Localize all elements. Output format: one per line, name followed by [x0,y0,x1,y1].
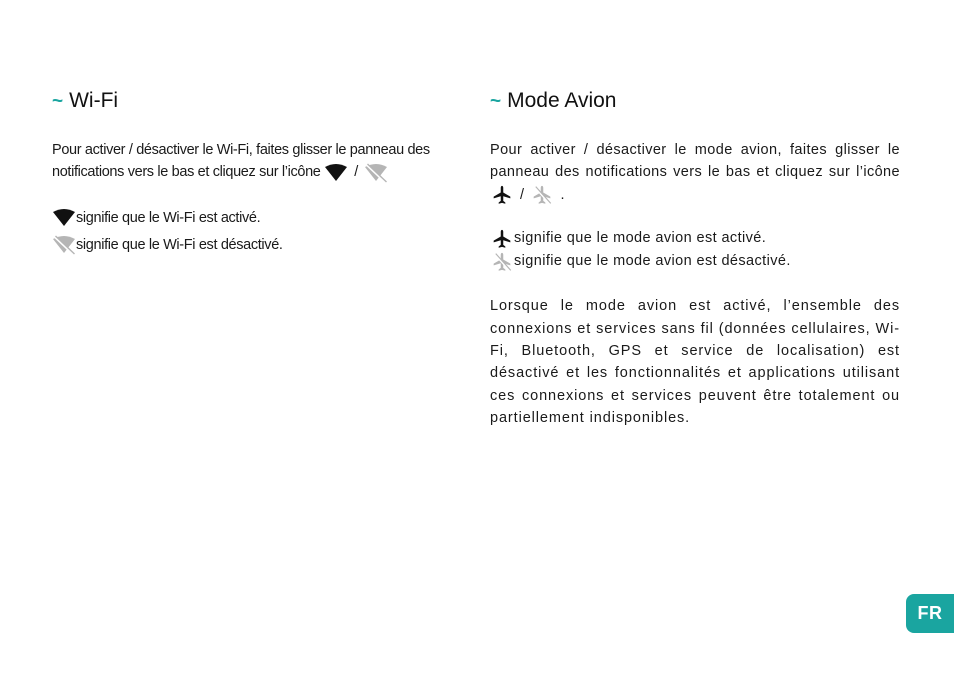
airplane-legend [490,227,900,273]
airplane-title: Mode Avion [507,89,617,112]
airplane-section [490,88,900,430]
heading-tilde: ~ [52,91,64,112]
airplane-on-icon [490,229,514,249]
wifi-title: Wi-Fi [69,89,119,112]
wifi-on-text: signifie que le Wi-Fi est activé. [76,209,261,226]
airplane-on-legend [490,227,900,250]
wifi-section [52,88,462,257]
heading-tilde: ~ [490,91,502,112]
wifi-off-icon [52,235,76,255]
airplane-off-text: signifie que le mode avion est désactivé. [514,253,791,270]
wifi-off-text: signifie que le Wi-Fi est désactivé. [76,236,283,253]
wifi-heading [52,88,462,115]
wifi-intro-text: Pour activer / désactiver le Wi-Fi, faites glisser le panneau des notifications vers le bas et cliquez sur l’icône [52,142,430,181]
airplane-off-legend [490,250,900,273]
language-tab: FR [906,594,954,633]
airplane-on-icon [490,185,514,205]
wifi-intro [52,139,462,184]
wifi-on-icon [324,163,348,183]
wifi-off-legend [52,234,462,257]
airplane-off-icon [530,185,554,205]
wifi-slash: / [354,164,358,181]
wifi-on-icon [52,208,76,228]
wifi-off-icon [364,163,388,183]
airplane-heading [490,88,900,115]
airplane-on-text: signifie que le mode avion est activé. [514,230,767,247]
wifi-on-legend [52,207,462,230]
wifi-legend [52,207,462,257]
airplane-period: . [560,186,565,203]
airplane-intro [490,139,900,206]
airplane-slash: / [520,186,525,203]
airplane-description: Lorsque le mode avion est activé, l’ensemble des connexions et services sans fil (données cellulaires, Wi-Fi, Bluetooth, GPS et service de localisation) est désactivé et les fonctionnalités et applications utilisant ces connexions et services peuvent être totalement ou partiellement indisponibles. [490,298,900,427]
airplane-off-icon [490,252,514,272]
airplane-intro-text: Pour activer / désactiver le mode avion, faites glisser le panneau des notifications vers le bas et cliquez sur l’icône [490,142,900,181]
